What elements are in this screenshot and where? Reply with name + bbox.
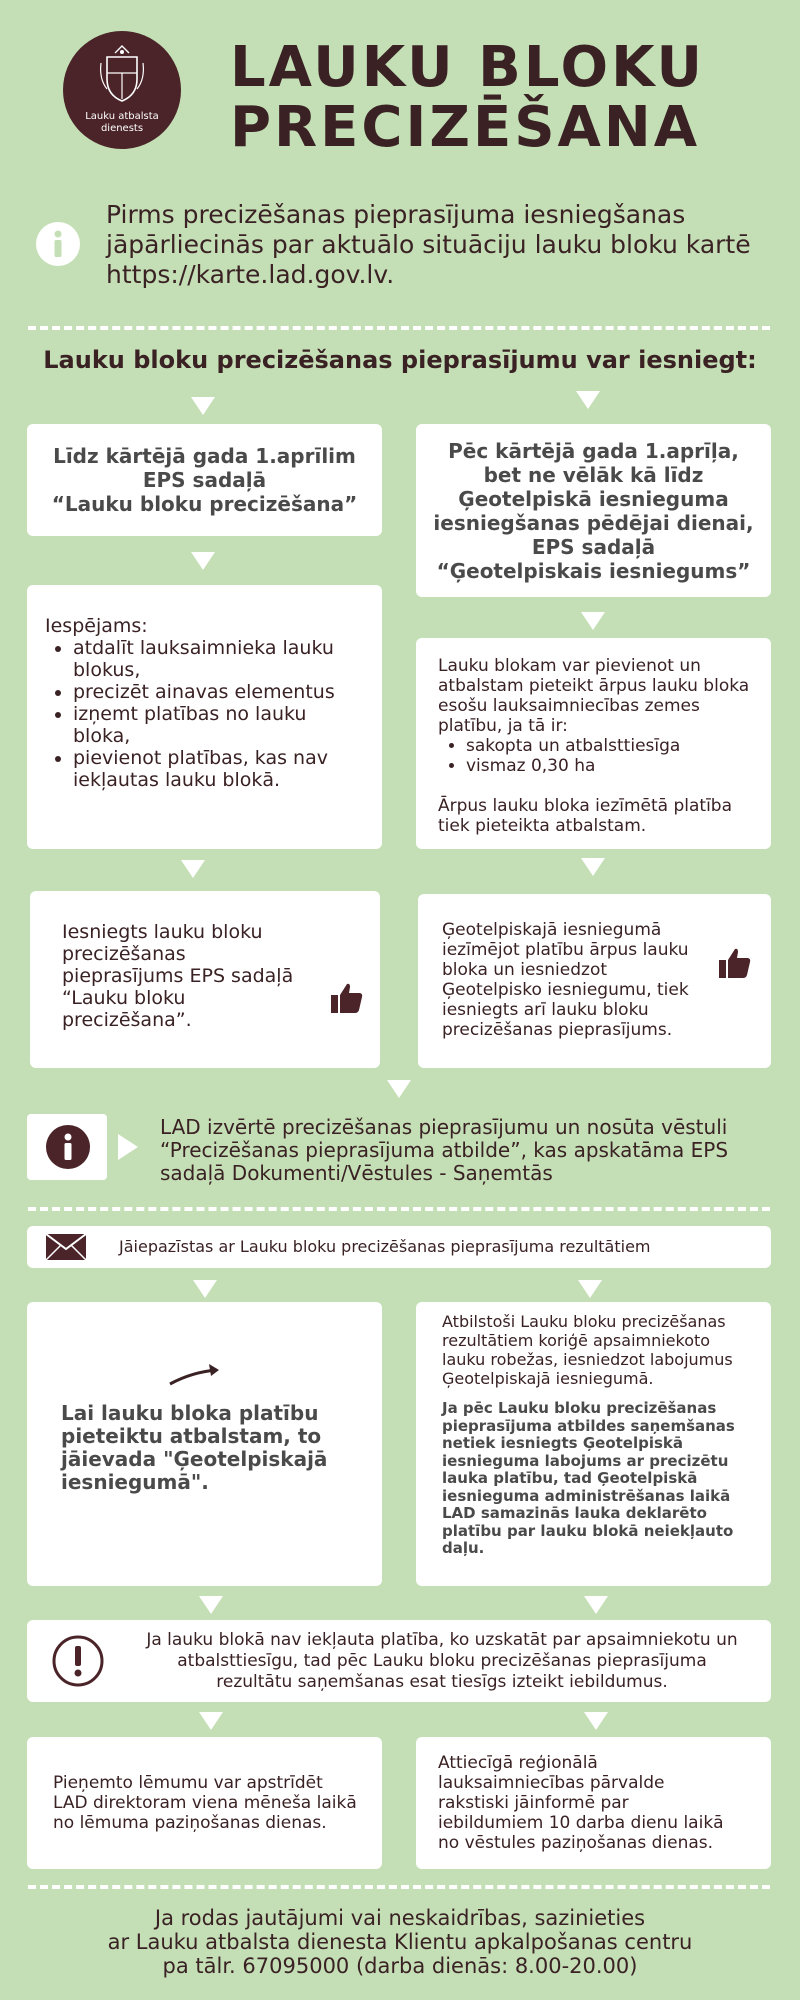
card-inform-regional xyxy=(416,1737,771,1869)
card-before-april xyxy=(27,424,382,536)
card-possible-actions xyxy=(27,585,382,849)
logo xyxy=(63,31,181,149)
intro-text: Pirms precizēšanas pieprasījuma iesniegšanas jāpārliecinās par aktuālo situāciju lauku bloku kartē https://karte.lad.gov.lv. xyxy=(106,200,751,289)
triangle-arrow-icon xyxy=(199,1596,223,1614)
list-item: • atdalīt lauksaimnieka lauku blokus, xyxy=(73,637,364,681)
card-line: Pēc kārtējā gada 1.aprīļa, xyxy=(448,438,739,463)
title-line-1: LAUKU BLOKU xyxy=(230,35,706,100)
divider xyxy=(28,1207,770,1211)
card-text: Lai lauku bloka platību pieteiktu atbalstam, to jāievada "Ģeotelpiskajā iesniegumā". xyxy=(61,1401,328,1494)
actions-list xyxy=(45,637,364,791)
footer-line: pa tālr. 67095000 (darba dienās: 8.00-20.00) xyxy=(162,1954,638,1978)
list-item: • pievienot platības, kas nav iekļautas lauku blokā. xyxy=(73,747,364,791)
card-text: Iesniegts lauku bloku precizēšanas pieprasījums EPS sadaļā “Lauku bloku precizēšana”. xyxy=(62,921,294,1031)
card-correct-boundaries xyxy=(416,1302,771,1586)
curved-arrow-icon xyxy=(167,1362,223,1388)
thumbs-up-icon xyxy=(330,981,364,1015)
list-item: • sakopta un atbalsttiesīga xyxy=(466,736,751,756)
card-text: Attiecīgā reģionālā lauksaimniecības pārvalde rakstiski jāinformē par iebildumiem 10 darba dienu laikā no vēstules paziņošanas dienas. xyxy=(438,1753,724,1853)
triangle-arrow-icon xyxy=(191,552,215,570)
subheading: Lauku bloku precizēšanas pieprasījumu var iesniegt: xyxy=(43,346,757,374)
list-item: • izņemt platības no lauku bloka, xyxy=(73,703,364,747)
info-icon xyxy=(45,1124,91,1170)
triangle-arrow-icon xyxy=(193,1280,217,1298)
card-line: Ģeotelpiskā iesnieguma xyxy=(458,486,729,511)
triangle-arrow-icon xyxy=(191,397,215,415)
coat-of-arms-icon xyxy=(97,43,147,107)
card-line: “Ģeotelpiskais iesniegums” xyxy=(436,558,751,583)
card-intro: Iespējams: xyxy=(45,615,148,637)
card-text: Atbilstoši Lauku bloku precizēšanas rezultātiem koriģē apsaimniekoto lauku robežas, iesniedzot labojumus Ģeotelpiskajā iesniegumā. xyxy=(442,1312,733,1388)
divider xyxy=(28,1885,770,1889)
triangle-arrow-icon xyxy=(581,858,605,876)
card-outro: Ārpus lauku bloka iezīmētā platība tiek pieteikta atbalstam. xyxy=(438,796,733,836)
mail-bar xyxy=(27,1226,771,1268)
card-line: EPS sadaļā xyxy=(142,468,267,492)
card-line: EPS sadaļā xyxy=(531,534,656,559)
triangle-arrow-icon xyxy=(118,1134,138,1160)
card-add-area xyxy=(416,638,771,849)
triangle-arrow-icon xyxy=(199,1712,223,1730)
card-submitted-right xyxy=(418,894,771,1068)
lad-info-text: LAD izvērtē precizēšanas pieprasījumu un nosūta vēstuli “Precizēšanas pieprasījuma atbilde”, kas apskatāma EPS sadaļā Dokumenti/Vēstules - Saņemtās xyxy=(160,1115,729,1185)
list-item: • vismaz 0,30 ha xyxy=(466,756,751,776)
info-icon xyxy=(36,222,80,266)
card-text: Pieņemto lēmumu var apstrīdēt LAD direktoram viena mēneša laikā no lēmuma paziņošanas dienas. xyxy=(53,1773,357,1833)
card-line: bet ne vēlāk kā līdz xyxy=(483,462,704,487)
triangle-arrow-icon xyxy=(181,860,205,878)
title-line-2: PRECIZĒŠANA xyxy=(230,95,701,160)
divider xyxy=(28,326,770,330)
card-appeal xyxy=(27,1737,382,1869)
conditions-list xyxy=(438,736,751,776)
card-text: Ģeotelpiskajā iesniegumā iezīmējot platību ārpus lauku bloka un iesniedzot Ģeotelpisko iesniegumu, tiek iesniegts arī lauku bloku precizēšanas pieprasījums. xyxy=(442,920,689,1040)
card-text-bold: Ja pēc Lauku bloku precizēšanas pieprasījuma atbildes saņemšanas netiek iesniegts Ģeotelpiskā iesnieguma labojums ar precizētu lauka platību, tad Ģeotelpiskā iesnieguma administrēšanas laikā LAD samazinās lauka deklarēto platību par lauku blokā neiekļauto daļu. xyxy=(442,1399,735,1557)
exclamation-icon xyxy=(51,1634,105,1688)
card-after-april xyxy=(416,424,771,597)
card-submitted-left xyxy=(30,891,380,1068)
info-box xyxy=(27,1114,107,1180)
warning-text: Ja lauku blokā nav iekļauta platība, ko uzskatāt par apsaimniekotu un atbalsttiesīgu, tad pēc Lauku bloku precizēšanas pieprasījuma rezultātu saņemšanas esat tiesīgs izteikt iebildumus. xyxy=(146,1630,738,1692)
thumbs-up-icon xyxy=(718,946,752,980)
card-line: iesniegšanas pēdējai dienai, xyxy=(433,510,754,535)
triangle-arrow-icon xyxy=(581,612,605,630)
page-title xyxy=(230,35,706,160)
card-line: “Lauku bloku precizēšana” xyxy=(51,492,358,516)
triangle-arrow-icon xyxy=(584,1596,608,1614)
logo-text: Lauku atbalsta dienests xyxy=(85,111,159,134)
footer-line: ar Lauku atbalsta dienesta Klientu apkalpošanas centru xyxy=(107,1930,693,1954)
list-item: • precizēt ainavas elementus xyxy=(73,681,364,703)
triangle-arrow-icon xyxy=(584,1712,608,1730)
card-enter-geospatial xyxy=(27,1302,382,1586)
mail-bar-text: Jāiepazīstas ar Lauku bloku precizēšanas pieprasījuma rezultātiem xyxy=(119,1237,651,1256)
triangle-arrow-icon xyxy=(576,391,600,409)
footer-line: Ja rodas jautājumi vai neskaidrības, sazinieties xyxy=(154,1906,646,1930)
envelope-icon xyxy=(45,1233,87,1261)
card-intro: Lauku blokam var pievienot un atbalstam pieteikt ārpus lauku bloka esošu lauksaimniecības zemes platību, ja tā ir: xyxy=(438,656,750,736)
triangle-arrow-icon xyxy=(387,1080,411,1098)
triangle-arrow-icon xyxy=(578,1280,602,1298)
card-line: Līdz kārtējā gada 1.aprīlim xyxy=(53,444,356,468)
footer-contact xyxy=(0,1906,800,1978)
warning-bar xyxy=(27,1620,771,1702)
